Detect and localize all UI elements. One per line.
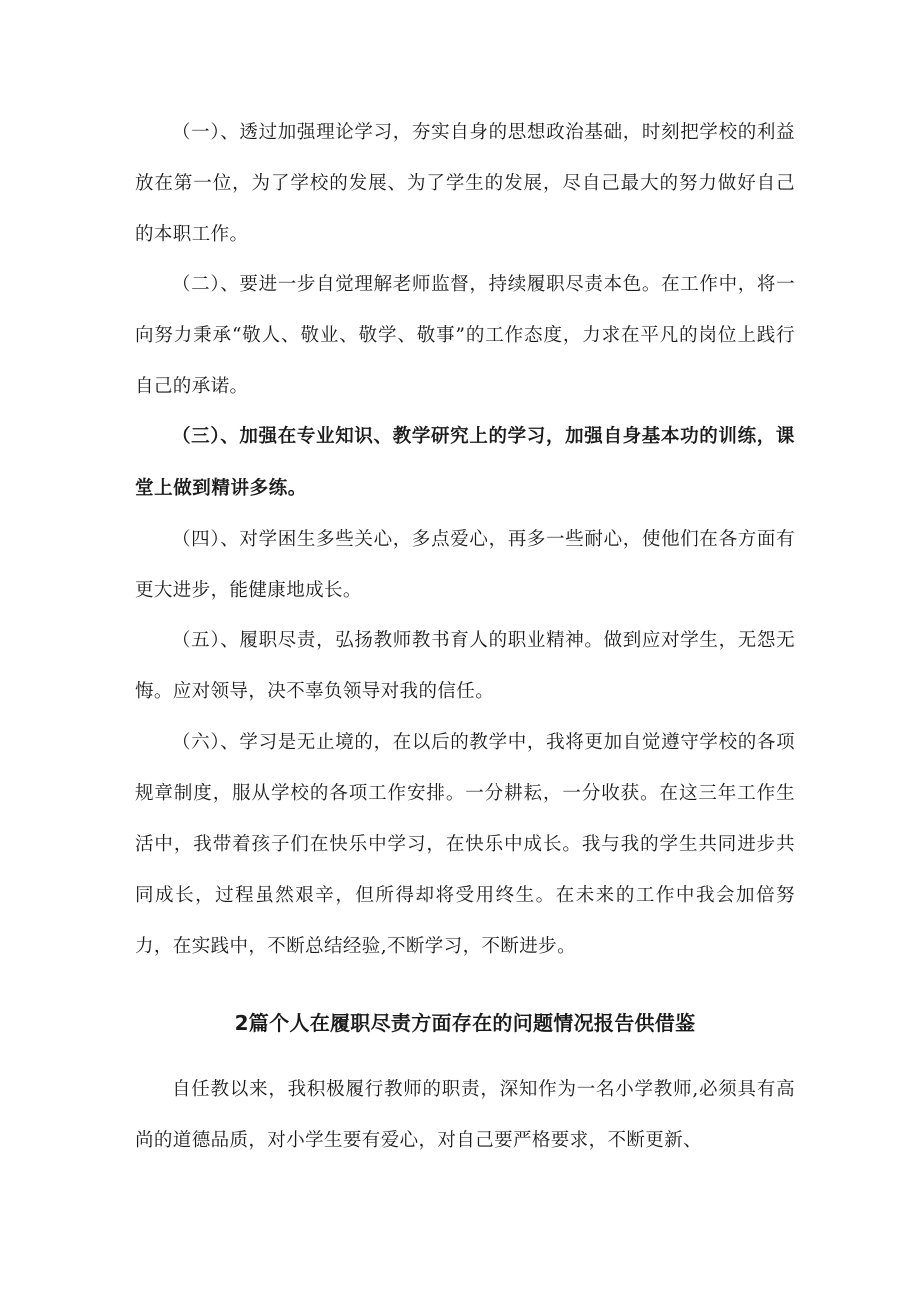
intro-paragraph: 自任教以来，我积极履行教师的职责，深知作为一名小学教师,必须具有高尚的道德品质，对小学生要有爱心，对自己要严格要求，不断更新、 <box>135 1079 795 1151</box>
paragraph-3-bold: （三）、加强在专业知识、教学研究上的学习，加强自身基本功的训练，课堂上做到精讲多练。 <box>135 426 795 499</box>
paragraph-4: （四）、对学困生多些关心，多点爱心，再多一些耐心，使他们在各方面有更大进步，能健康地成长。 <box>135 529 795 601</box>
paragraph-2: （二）、要进一步自觉理解老师监督，持续履职尽责本色。在工作中，将一向努力秉承“敬人、敬业、敬学、敬事”的工作态度，力求在平凡的岗位上践行自己的承诺。 <box>135 274 795 397</box>
paragraph-5: （五）、履职尽责，弘扬教师教书育人的职业精神。做到应对学生，无怨无悔。应对领导，决不辜负领导对我的信任。 <box>135 630 795 702</box>
section-heading: 2篇个人在履职尽责方面存在的问题情况报告供借鉴 <box>234 1011 696 1035</box>
paragraph-6: （六）、学习是无止境的，在以后的教学中，我将更加自觉遵守学校的各项规章制度，服从学校的各项工作安排。一分耕耘，一分收获。在这三年工作生活中，我带着孩子们在快乐中学习，在快乐中成长。我与我的学生共同进步共同成长，过程虽然艰辛，但所得却将受用终生。在未来的工作中我会加倍努力，在实践中，不断总结经验,不断学习，不断进步。 <box>135 732 795 957</box>
paragraph-1: （一）、透过加强理论学习，夯实自身的思想政治基础，时刻把学校的利益放在第一位，为了学校的发展、为了学生的发展，尽自己最大的努力做好自己的本职工作。 <box>135 122 795 245</box>
